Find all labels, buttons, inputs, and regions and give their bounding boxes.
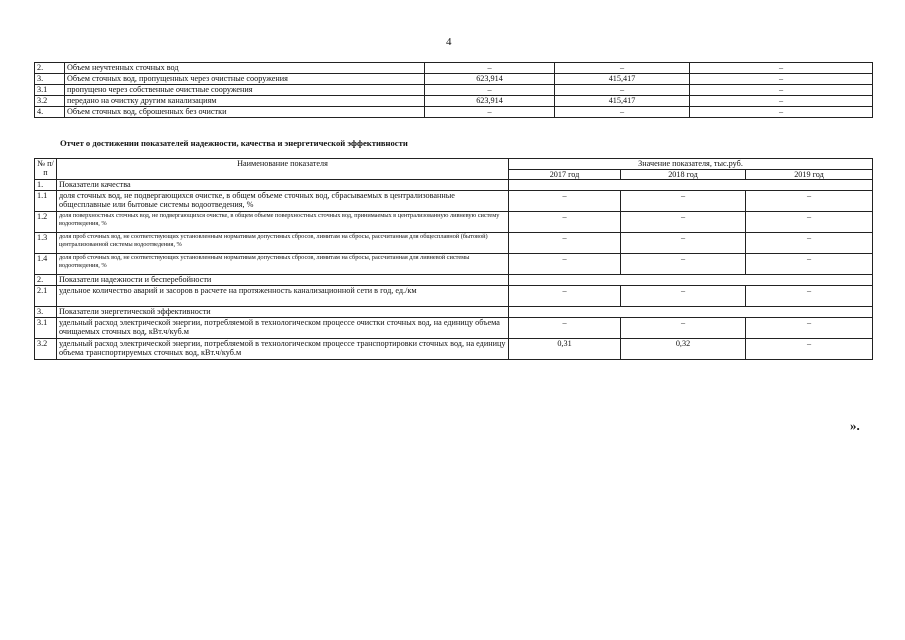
- indicator-name: доля поверхностных сточных вод, не подвергающихся очистке, в общем объеме поверхностных сточных вод, принимаемых в централизованную ливневую систему водоотведения, %: [57, 212, 509, 233]
- value-2019: –: [746, 254, 873, 275]
- value-2019: –: [690, 96, 873, 107]
- row-number: 2.: [35, 275, 57, 286]
- table-row: [35, 63, 873, 74]
- value-2018: –: [621, 286, 746, 307]
- indicator-table: [34, 158, 873, 360]
- row-name: Объем сточных вод, пропущенных через очистные сооружения: [65, 74, 425, 85]
- value-2018: –: [555, 85, 690, 96]
- row-number: 2.: [35, 63, 65, 74]
- row-name: пропущено через собственные очистные сооружения: [65, 85, 425, 96]
- row-number: 4.: [35, 107, 65, 118]
- value-2018: 415,417: [555, 74, 690, 85]
- table-row: [35, 107, 873, 118]
- section-title: Показатели качества: [57, 180, 509, 191]
- header-value-group: Значение показателя, тыс.руб.: [509, 159, 873, 170]
- empty-cell: [509, 307, 873, 318]
- value-2018: 415,417: [555, 96, 690, 107]
- header-year-2019: 2019 год: [746, 169, 873, 180]
- value-2019: –: [746, 212, 873, 233]
- table-row: [35, 191, 873, 212]
- empty-cell: [509, 275, 873, 286]
- row-number: 3.2: [35, 96, 65, 107]
- row-name: Объем сточных вод, сброшенных без очистки: [65, 107, 425, 118]
- table-row: [35, 339, 873, 360]
- section-title: Показатели надежности и бесперебойности: [57, 275, 509, 286]
- value-2019: –: [690, 74, 873, 85]
- row-number: 1.: [35, 180, 57, 191]
- row-number: 3.: [35, 307, 57, 318]
- indicator-name: доля проб сточных вод, не соответствующих установленным нормативам допустимых сбросов, лимитам на сбросы, рассчитанная для ливневой системы водоотведения, %: [57, 254, 509, 275]
- indicator-name: доля сточных вод, не подвергающихся очистке, в общем объеме сточных вод, сбрасываемых в централизованные общесплавные или бытовые системы водоотведения, %: [57, 191, 509, 212]
- table-row: [35, 96, 873, 107]
- value-2018: –: [555, 63, 690, 74]
- row-name: передано на очистку другим канализациям: [65, 96, 425, 107]
- header-year-2017: 2017 год: [509, 169, 621, 180]
- indicator-name: удельный расход электрической энергии, потребляемой в технологическом процессе очистки сточных вод, на единицу объема очищаемых сточных вод, кВт.ч/куб.м: [57, 318, 509, 339]
- value-2018: 0,32: [621, 339, 746, 360]
- value-2019: –: [690, 107, 873, 118]
- row-name: Объем неучтенных сточных вод: [65, 63, 425, 74]
- value-2017: –: [509, 191, 621, 212]
- wastewater-volume-table: [34, 62, 873, 118]
- value-2018: –: [621, 212, 746, 233]
- table-row: [35, 85, 873, 96]
- value-2018: –: [621, 191, 746, 212]
- value-2019: –: [746, 318, 873, 339]
- value-2018: –: [621, 233, 746, 254]
- section-row: [35, 180, 873, 191]
- section-title: Показатели энергетической эффективности: [57, 307, 509, 318]
- report-title: Отчет о достижении показателей надежности, качества и энергетической эффективности: [60, 138, 408, 148]
- value-2017: –: [509, 212, 621, 233]
- section-row: [35, 275, 873, 286]
- row-number: 3.1: [35, 85, 65, 96]
- section-row: [35, 307, 873, 318]
- value-2017: –: [425, 85, 555, 96]
- row-number: 2.1: [35, 286, 57, 307]
- closing-mark: ».: [850, 418, 860, 433]
- indicator-name: удельное количество аварий и засоров в расчете на протяженность канализационной сети в год, ед./км: [57, 286, 509, 307]
- header-year-2018: 2018 год: [621, 169, 746, 180]
- value-2019: –: [690, 63, 873, 74]
- value-2017: –: [425, 63, 555, 74]
- value-2019: –: [746, 286, 873, 307]
- value-2017: –: [509, 254, 621, 275]
- value-2017: 0,31: [509, 339, 621, 360]
- table-row: [35, 286, 873, 307]
- value-2018: –: [555, 107, 690, 118]
- value-2019: –: [746, 339, 873, 360]
- value-2017: 623,914: [425, 74, 555, 85]
- indicator-name: доля проб сточных вод, не соответствующих установленным нормативам допустимых сбросов, лимитам на сбросы, рассчитанная для общесплавной (бытовой) централизованной системы водоотведения, %: [57, 233, 509, 254]
- table-row: [35, 212, 873, 233]
- row-number: 1.4: [35, 254, 57, 275]
- empty-cell: [509, 180, 873, 191]
- value-2017: –: [509, 233, 621, 254]
- table-row: [35, 74, 873, 85]
- header-num: № п/п: [35, 159, 57, 180]
- row-number: 3.1: [35, 318, 57, 339]
- table-row: [35, 233, 873, 254]
- row-number: 3.2: [35, 339, 57, 360]
- value-2017: 623,914: [425, 96, 555, 107]
- table-row: [35, 318, 873, 339]
- row-number: 1.1: [35, 191, 57, 212]
- value-2017: –: [425, 107, 555, 118]
- indicator-name: удельный расход электрической энергии, потребляемой в технологическом процессе транспортировки сточных вод, на единицу объема транспортируемых сточных вод, кВт.ч/куб.м: [57, 339, 509, 360]
- value-2019: –: [690, 85, 873, 96]
- value-2019: –: [746, 233, 873, 254]
- value-2017: –: [509, 318, 621, 339]
- value-2018: –: [621, 254, 746, 275]
- table-row: [35, 254, 873, 275]
- value-2017: –: [509, 286, 621, 307]
- row-number: 1.2: [35, 212, 57, 233]
- value-2019: –: [746, 191, 873, 212]
- indicator-header-row: [35, 159, 873, 170]
- page-number: 4: [446, 36, 452, 48]
- row-number: 3.: [35, 74, 65, 85]
- row-number: 1.3: [35, 233, 57, 254]
- header-name: Наименование показателя: [57, 159, 509, 180]
- value-2018: –: [621, 318, 746, 339]
